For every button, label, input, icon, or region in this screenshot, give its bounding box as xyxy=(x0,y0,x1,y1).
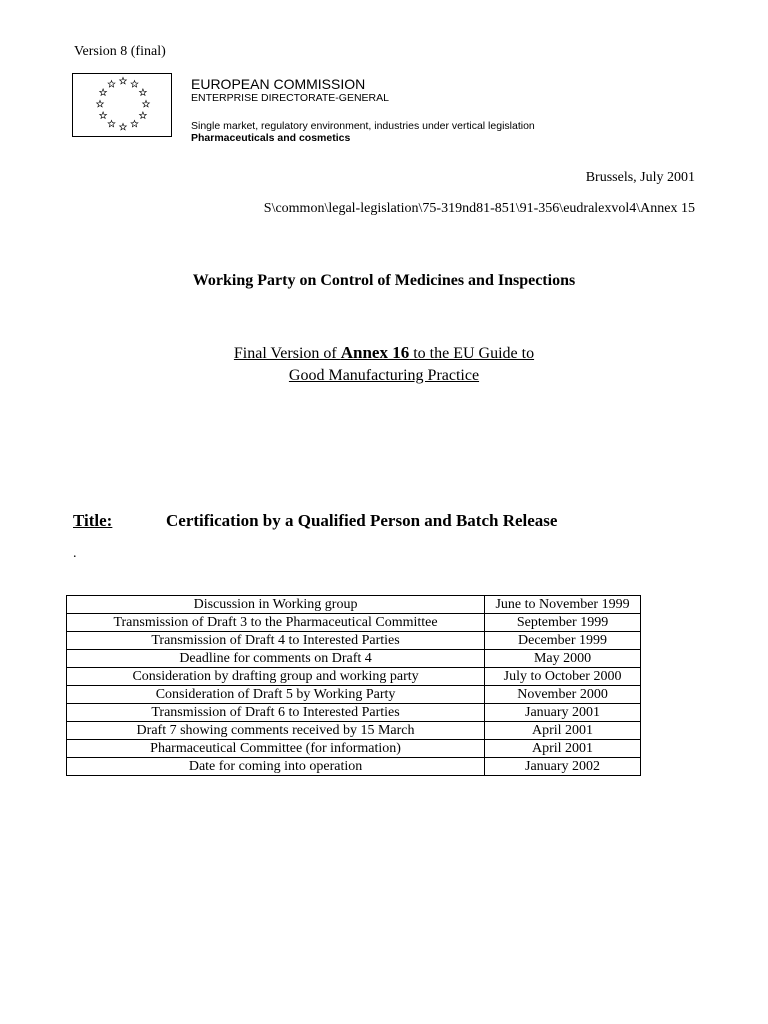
timeline-date: July to October 2000 xyxy=(485,668,641,686)
final-version-prefix: Final Version of xyxy=(233,345,341,362)
star-icon xyxy=(120,77,127,84)
timeline-date: May 2000 xyxy=(485,650,641,668)
timeline-event: Consideration of Draft 5 by Working Party xyxy=(67,686,485,704)
eu-flag-stars-icon xyxy=(73,74,173,138)
timeline-date: January 2001 xyxy=(485,704,641,722)
directorate-name: ENTERPRISE DIRECTORATE-GENERAL xyxy=(191,92,389,104)
table-row xyxy=(67,650,641,668)
star-icon xyxy=(100,89,107,96)
unit-line-1: Single market, regulatory environment, industries under vertical legislation xyxy=(191,120,535,132)
timeline-event: Pharmaceutical Committee (for information) xyxy=(67,740,485,758)
star-icon xyxy=(100,112,107,119)
star-icon xyxy=(108,120,115,127)
file-path: S\common\legal-legislation\75-319nd81-851\91-356\eudralexvol4\Annex 15 xyxy=(263,201,695,216)
timeline-table xyxy=(66,595,641,776)
final-version-heading xyxy=(0,342,768,387)
timeline-date: June to November 1999 xyxy=(485,596,641,614)
table-row xyxy=(67,686,641,704)
timeline-event: Discussion in Working group xyxy=(67,596,485,614)
table-row xyxy=(67,614,641,632)
star-icon xyxy=(97,100,104,107)
table-row xyxy=(67,632,641,650)
table-row xyxy=(67,722,641,740)
star-icon xyxy=(139,112,146,119)
table-row xyxy=(67,758,641,776)
star-icon xyxy=(139,89,146,96)
final-version-suffix: to the EU Guide to xyxy=(409,345,535,362)
table-row xyxy=(67,596,641,614)
annex-number: Annex 16 xyxy=(340,343,410,362)
title-label: Title: xyxy=(73,511,113,530)
date-line: Brussels, July 2001 xyxy=(585,170,695,185)
org-name: EUROPEAN COMMISSION xyxy=(191,76,366,92)
version-label: Version 8 (final) xyxy=(74,44,166,59)
timeline-event: Transmission of Draft 4 to Interested Parties xyxy=(67,632,485,650)
document-title: Certification by a Qualified Person and Batch Release xyxy=(166,511,558,530)
star-icon xyxy=(131,80,138,87)
timeline-event: Transmission of Draft 3 to the Pharmaceutical Committee xyxy=(67,614,485,632)
timeline-event: Transmission of Draft 6 to Interested Parties xyxy=(67,704,485,722)
working-party-heading: Working Party on Control of Medicines and Inspections xyxy=(192,272,576,289)
org-unit xyxy=(191,120,535,145)
timeline-event: Date for coming into operation xyxy=(67,758,485,776)
table-row xyxy=(67,740,641,758)
org-header xyxy=(191,76,389,104)
timeline-date: April 2001 xyxy=(485,740,641,758)
star-icon xyxy=(143,100,150,107)
stray-dot: . xyxy=(73,546,77,561)
timeline-event: Deadline for comments on Draft 4 xyxy=(67,650,485,668)
timeline-event: Draft 7 showing comments received by 15 March xyxy=(67,722,485,740)
eu-logo xyxy=(72,73,172,137)
unit-line-2: Pharmaceuticals and cosmetics xyxy=(191,132,351,144)
star-icon xyxy=(108,80,115,87)
timeline-date: December 1999 xyxy=(485,632,641,650)
final-version-line-2: Good Manufacturing Practice xyxy=(288,367,480,384)
star-icon xyxy=(120,123,127,130)
timeline-date: November 2000 xyxy=(485,686,641,704)
table-row xyxy=(67,704,641,722)
star-icon xyxy=(131,120,138,127)
timeline-date: September 1999 xyxy=(485,614,641,632)
table-row xyxy=(67,668,641,686)
timeline-event: Consideration by drafting group and working party xyxy=(67,668,485,686)
timeline-date: January 2002 xyxy=(485,758,641,776)
timeline-date: April 2001 xyxy=(485,722,641,740)
